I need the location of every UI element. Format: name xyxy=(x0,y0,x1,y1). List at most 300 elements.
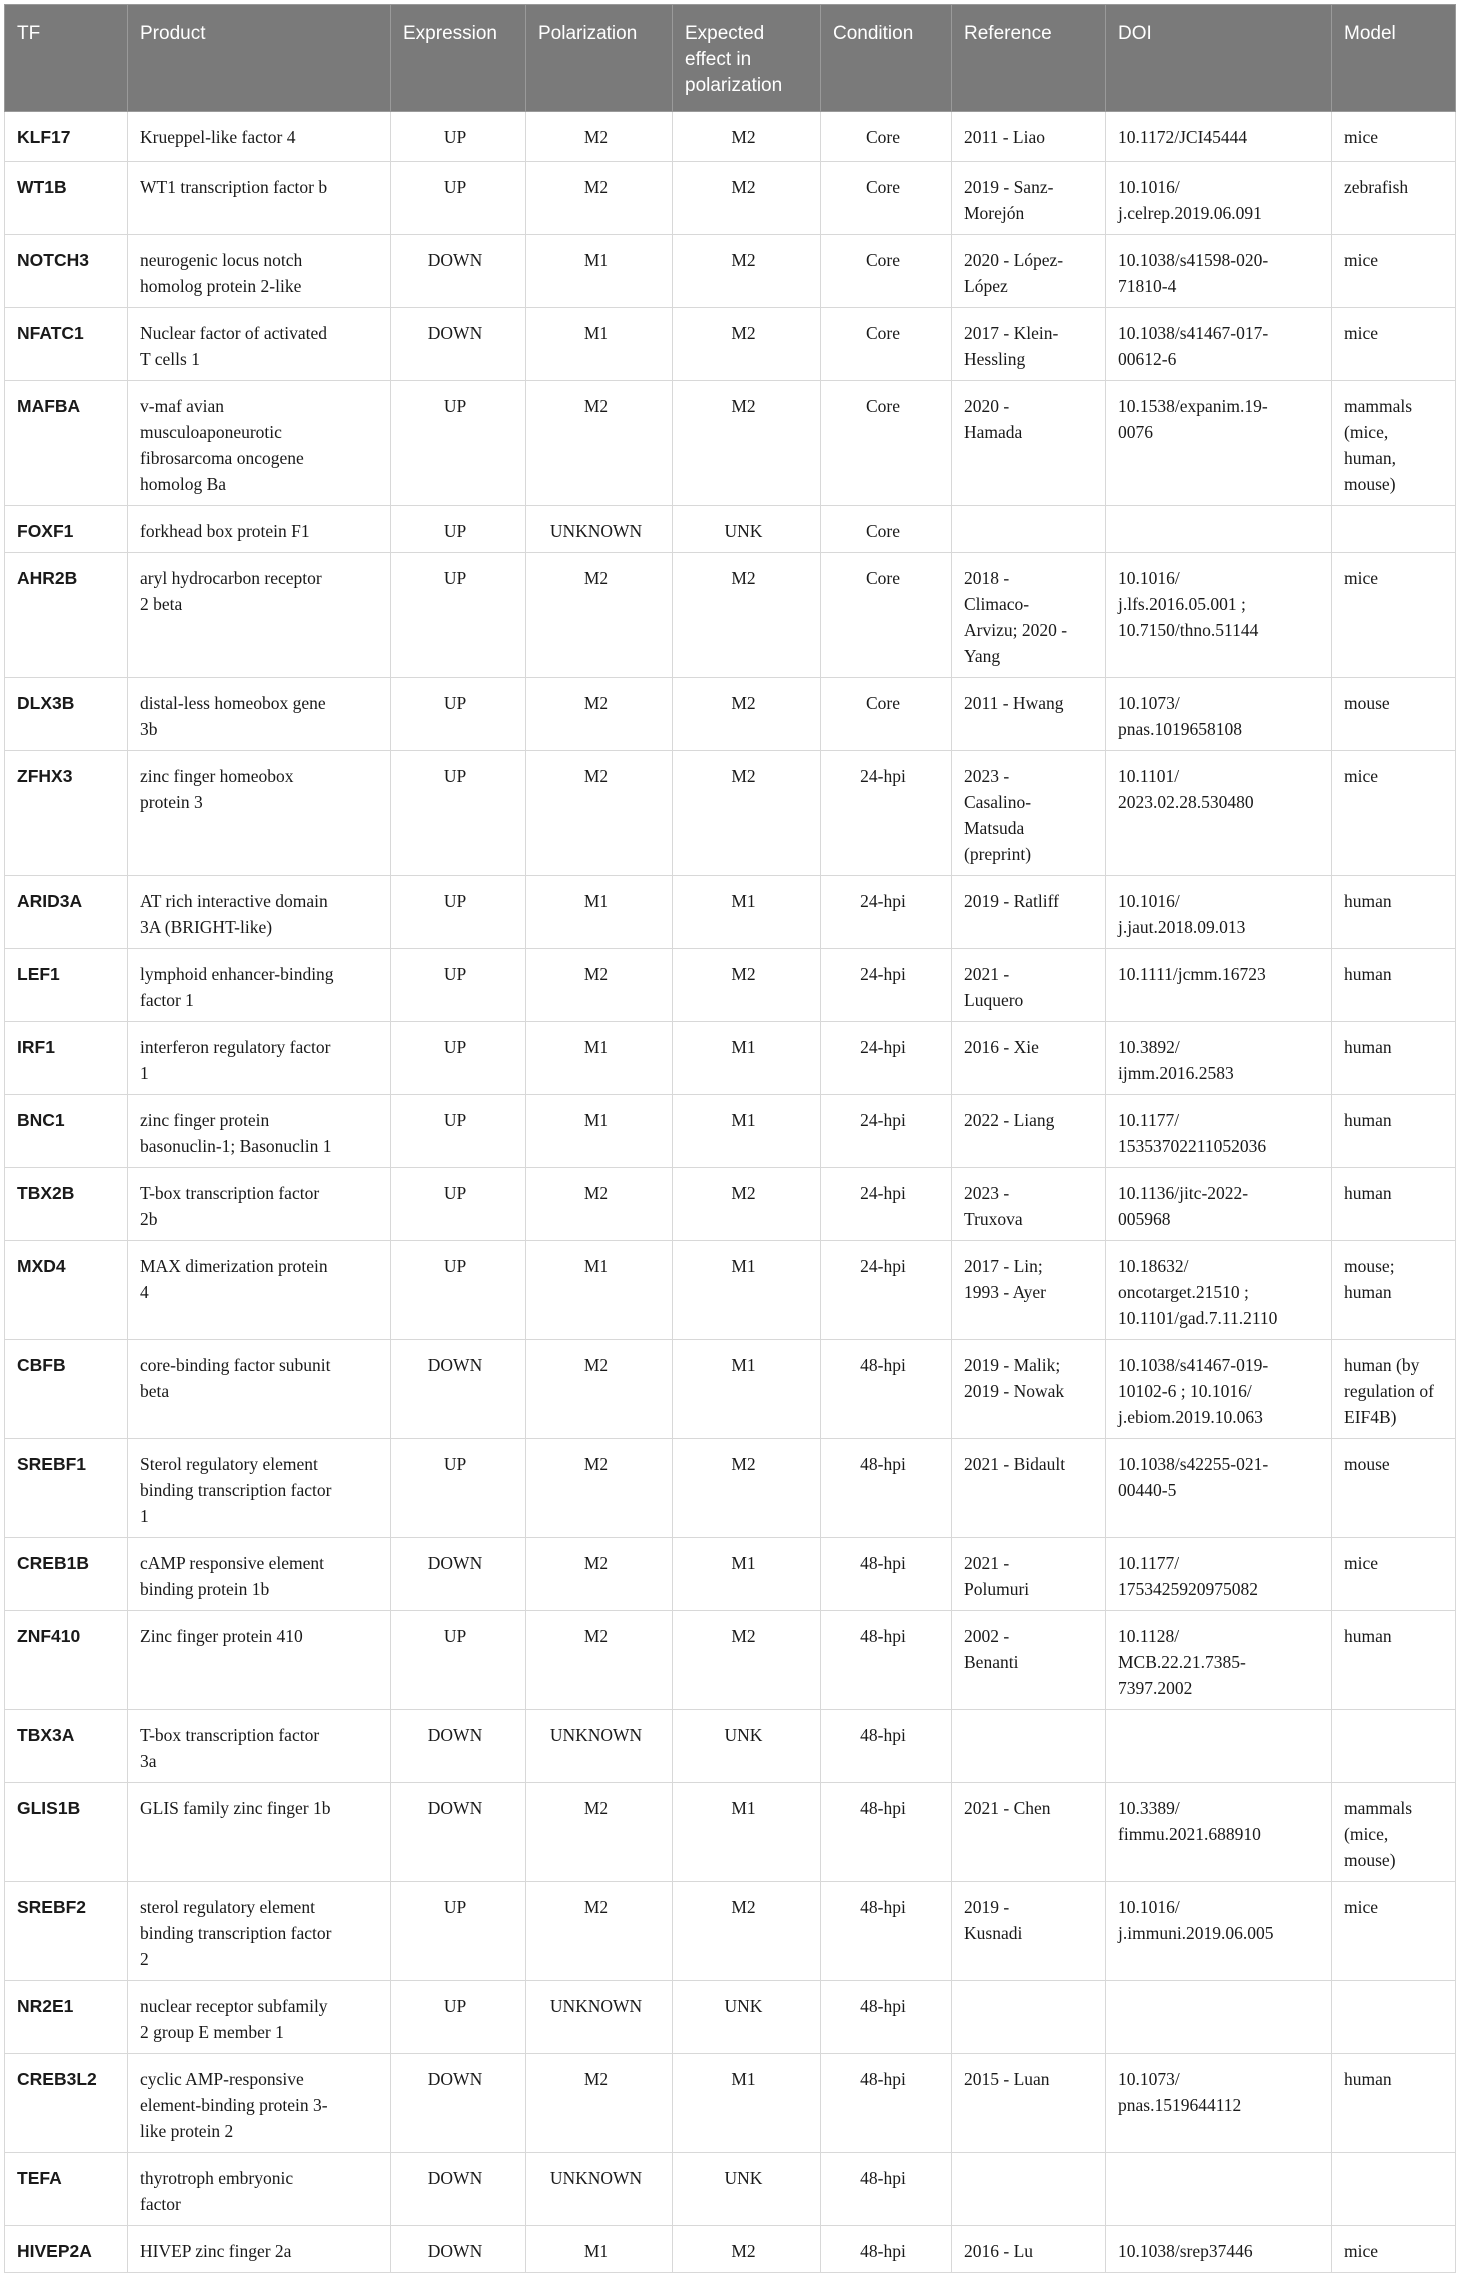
cell-model-line: human xyxy=(1344,1282,1392,1302)
cell-tf: FOXF1 xyxy=(5,506,128,553)
cell-model xyxy=(1332,2226,1456,2273)
cell-reference-line: 2019 - Malik; xyxy=(964,1355,1061,1375)
cell-reference-line: 2019 - Sanz- xyxy=(964,177,1054,197)
cell-reference xyxy=(952,308,1106,381)
cell-doi-line: 10.1073/ xyxy=(1118,693,1180,713)
cell-expected-effect: M2 xyxy=(673,1439,821,1538)
cell-doi xyxy=(1106,1882,1332,1981)
cell-model-line: zebrafish xyxy=(1344,177,1409,197)
cell-product-line: 2b xyxy=(140,1209,158,1229)
cell-product-line: protein 3 xyxy=(140,792,203,812)
cell-model xyxy=(1332,2153,1456,2226)
cell-tf: KLF17 xyxy=(5,112,128,162)
cell-expected-effect: M1 xyxy=(673,1538,821,1611)
cell-condition: 24-hpi xyxy=(821,949,952,1022)
cell-expression: UP xyxy=(391,506,526,553)
cell-reference-line: López xyxy=(964,276,1008,296)
cell-tf: BNC1 xyxy=(5,1095,128,1168)
cell-condition: Core xyxy=(821,381,952,506)
cell-product xyxy=(128,1439,391,1538)
cell-reference-line: Hessling xyxy=(964,349,1026,369)
cell-product xyxy=(128,1095,391,1168)
cell-product-line: distal-less homeobox gene xyxy=(140,693,326,713)
table-row xyxy=(5,162,1456,235)
table-row xyxy=(5,1340,1456,1439)
table-row xyxy=(5,1022,1456,1095)
cell-expression: UP xyxy=(391,1022,526,1095)
cell-expected-effect: UNK xyxy=(673,1710,821,1783)
cell-expression: DOWN xyxy=(391,2153,526,2226)
cell-expression: UP xyxy=(391,1981,526,2054)
cell-expression: DOWN xyxy=(391,1710,526,1783)
cell-tf: DLX3B xyxy=(5,678,128,751)
cell-product xyxy=(128,1241,391,1340)
cell-expected-effect: UNK xyxy=(673,506,821,553)
cell-model-line: human (by xyxy=(1344,1355,1420,1375)
cell-doi-line: 10.1538/expanim.19- xyxy=(1118,396,1268,416)
table-row xyxy=(5,678,1456,751)
col-header-expected-line: polarization xyxy=(685,75,783,96)
table-row xyxy=(5,1783,1456,1882)
cell-model xyxy=(1332,2054,1456,2153)
cell-expected-effect: M1 xyxy=(673,1095,821,1168)
cell-product xyxy=(128,506,391,553)
cell-reference xyxy=(952,1340,1106,1439)
cell-product-line: aryl hydrocarbon receptor xyxy=(140,568,322,588)
cell-reference-line: 2002 - xyxy=(964,1626,1010,1646)
table-row xyxy=(5,506,1456,553)
col-header-reference: Reference xyxy=(952,5,1106,112)
cell-product-line: nuclear receptor subfamily xyxy=(140,1996,328,2016)
cell-reference xyxy=(952,949,1106,1022)
cell-reference-line: 2017 - Lin; xyxy=(964,1256,1043,1276)
cell-condition: Core xyxy=(821,506,952,553)
cell-doi-line: 2023.02.28.530480 xyxy=(1118,792,1254,812)
cell-doi-line: pnas.1519644112 xyxy=(1118,2095,1242,2115)
cell-doi-line: 10.1128/ xyxy=(1118,1626,1180,1646)
cell-doi-line: 10102-6 ; 10.1016/ xyxy=(1118,1381,1252,1401)
cell-doi xyxy=(1106,678,1332,751)
cell-reference xyxy=(952,1241,1106,1340)
cell-product-line: binding transcription factor xyxy=(140,1480,332,1500)
cell-product-line: T cells 1 xyxy=(140,349,200,369)
cell-doi-line: 10.1073/ xyxy=(1118,2069,1180,2089)
cell-product xyxy=(128,2153,391,2226)
cell-model-line: human xyxy=(1344,964,1392,984)
cell-product-line: binding protein 1b xyxy=(140,1579,270,1599)
cell-product-line: homolog Ba xyxy=(140,474,227,494)
cell-doi-line: 10.1101/gad.7.11.2110 xyxy=(1118,1308,1278,1328)
cell-model xyxy=(1332,1882,1456,1981)
cell-condition: 24-hpi xyxy=(821,1022,952,1095)
cell-expected-effect: M2 xyxy=(673,381,821,506)
cell-tf: AHR2B xyxy=(5,553,128,678)
cell-reference xyxy=(952,2054,1106,2153)
cell-polarization: UNKNOWN xyxy=(526,1710,673,1783)
cell-doi-line: 00612-6 xyxy=(1118,349,1177,369)
cell-expression: DOWN xyxy=(391,1783,526,1882)
cell-doi-line: 10.1177/ xyxy=(1118,1110,1180,1130)
cell-product xyxy=(128,381,391,506)
cell-tf: CREB1B xyxy=(5,1538,128,1611)
table-row xyxy=(5,876,1456,949)
cell-reference xyxy=(952,1095,1106,1168)
cell-tf: MXD4 xyxy=(5,1241,128,1340)
cell-model-line: mouse) xyxy=(1344,474,1396,494)
cell-product-line: Krueppel-like factor 4 xyxy=(140,127,296,147)
cell-product-line: v-maf avian xyxy=(140,396,225,416)
cell-reference xyxy=(952,2226,1106,2273)
cell-product-line: HIVEP zinc finger 2a xyxy=(140,2241,292,2261)
cell-product-line: element-binding protein 3- xyxy=(140,2095,328,2115)
cell-model-line: (mice, xyxy=(1344,1824,1389,1844)
cell-doi-line: 10.1016/ xyxy=(1118,177,1180,197)
cell-expression: DOWN xyxy=(391,1340,526,1439)
cell-reference xyxy=(952,1981,1106,2054)
cell-product xyxy=(128,1538,391,1611)
cell-reference xyxy=(952,162,1106,235)
col-header-expression: Expression xyxy=(391,5,526,112)
cell-tf: ARID3A xyxy=(5,876,128,949)
cell-expression: UP xyxy=(391,876,526,949)
cell-reference xyxy=(952,751,1106,876)
cell-doi-line: 005968 xyxy=(1118,1209,1171,1229)
cell-product-line: GLIS family zinc finger 1b xyxy=(140,1798,331,1818)
cell-reference-line: 2020 - xyxy=(964,396,1010,416)
cell-product-line: 4 xyxy=(140,1282,149,1302)
cell-product xyxy=(128,1022,391,1095)
cell-product-line: Zinc finger protein 410 xyxy=(140,1626,303,1646)
cell-condition: Core xyxy=(821,235,952,308)
cell-tf: CBFB xyxy=(5,1340,128,1439)
cell-doi-line: 10.1038/s41467-017- xyxy=(1118,323,1269,343)
cell-model xyxy=(1332,1439,1456,1538)
cell-product-line: fibrosarcoma oncogene xyxy=(140,448,304,468)
cell-expression: UP xyxy=(391,1439,526,1538)
cell-reference xyxy=(952,1439,1106,1538)
cell-reference-line: 2018 - xyxy=(964,568,1010,588)
cell-product-line: binding transcription factor xyxy=(140,1923,332,1943)
cell-tf: NFATC1 xyxy=(5,308,128,381)
col-header-expected-line: effect in xyxy=(685,49,752,70)
col-header-model: Model xyxy=(1332,5,1456,112)
cell-product xyxy=(128,751,391,876)
cell-doi-line: 10.7150/thno.51144 xyxy=(1118,620,1259,640)
cell-reference-line: 2023 - xyxy=(964,1183,1010,1203)
cell-doi xyxy=(1106,1340,1332,1439)
cell-product-line: core-binding factor subunit xyxy=(140,1355,331,1375)
cell-doi xyxy=(1106,381,1332,506)
cell-expression: UP xyxy=(391,1241,526,1340)
cell-reference xyxy=(952,1882,1106,1981)
cell-reference-line: 2016 - Lu xyxy=(964,2241,1034,2261)
table-body xyxy=(5,112,1456,2273)
cell-product-line: factor 1 xyxy=(140,990,194,1010)
table-row xyxy=(5,1882,1456,1981)
cell-reference xyxy=(952,1022,1106,1095)
cell-condition: 24-hpi xyxy=(821,1095,952,1168)
cell-condition: 48-hpi xyxy=(821,1882,952,1981)
cell-expected-effect: M2 xyxy=(673,308,821,381)
cell-polarization: UNKNOWN xyxy=(526,2153,673,2226)
cell-polarization: M2 xyxy=(526,1168,673,1241)
cell-doi-line: 10.1038/s41467-019- xyxy=(1118,1355,1269,1375)
cell-doi xyxy=(1106,1168,1332,1241)
col-header-tf: TF xyxy=(5,5,128,112)
cell-expected-effect: M2 xyxy=(673,2226,821,2273)
cell-doi xyxy=(1106,1022,1332,1095)
cell-product xyxy=(128,876,391,949)
cell-expression: UP xyxy=(391,1882,526,1981)
cell-tf: CREB3L2 xyxy=(5,2054,128,2153)
cell-product-line: MAX dimerization protein xyxy=(140,1256,328,1276)
cell-expected-effect: UNK xyxy=(673,2153,821,2226)
cell-doi-line: 10.1038/srep37446 xyxy=(1118,2241,1253,2261)
cell-doi-line: 0076 xyxy=(1118,422,1153,442)
cell-polarization: M2 xyxy=(526,2054,673,2153)
cell-condition: 48-hpi xyxy=(821,1538,952,1611)
cell-expected-effect: M2 xyxy=(673,235,821,308)
cell-polarization: M2 xyxy=(526,162,673,235)
table-row xyxy=(5,1981,1456,2054)
cell-product-line: cyclic AMP-responsive xyxy=(140,2069,304,2089)
cell-product-line: 1 xyxy=(140,1506,149,1526)
cell-doi-line: 10.1016/ xyxy=(1118,891,1180,911)
cell-expected-effect: M2 xyxy=(673,949,821,1022)
cell-doi-line: 10.1038/s41598-020- xyxy=(1118,250,1269,270)
cell-doi-line: 71810-4 xyxy=(1118,276,1177,296)
cell-model xyxy=(1332,553,1456,678)
cell-condition: Core xyxy=(821,162,952,235)
cell-reference-line: 1993 - Ayer xyxy=(964,1282,1046,1302)
cell-model-line: mice xyxy=(1344,1897,1379,1917)
table-row xyxy=(5,553,1456,678)
cell-tf: NR2E1 xyxy=(5,1981,128,2054)
cell-reference xyxy=(952,1710,1106,1783)
table-row xyxy=(5,1241,1456,1340)
cell-product xyxy=(128,2054,391,2153)
cell-condition: Core xyxy=(821,112,952,162)
cell-model-line: mice xyxy=(1344,250,1379,270)
cell-product-line: lymphoid enhancer-binding xyxy=(140,964,334,984)
cell-polarization: M2 xyxy=(526,751,673,876)
cell-reference-line: 2023 - xyxy=(964,766,1010,786)
cell-polarization: M1 xyxy=(526,876,673,949)
cell-product-line: homolog protein 2-like xyxy=(140,276,302,296)
cell-condition: Core xyxy=(821,308,952,381)
cell-doi-line: 1753425920975082 xyxy=(1118,1579,1258,1599)
cell-model-line: mouse xyxy=(1344,693,1390,713)
table-row xyxy=(5,308,1456,381)
cell-doi-line: ijmm.2016.2583 xyxy=(1118,1063,1234,1083)
col-header-product: Product xyxy=(128,5,391,112)
table-row xyxy=(5,112,1456,162)
cell-reference-line: 2021 - xyxy=(964,1553,1010,1573)
cell-condition: 48-hpi xyxy=(821,2226,952,2273)
cell-expression: UP xyxy=(391,751,526,876)
cell-model-line: human xyxy=(1344,1626,1392,1646)
cell-condition: 48-hpi xyxy=(821,1783,952,1882)
cell-tf: SREBF2 xyxy=(5,1882,128,1981)
cell-doi-line: fimmu.2021.688910 xyxy=(1118,1824,1261,1844)
table-row xyxy=(5,1538,1456,1611)
cell-expression: DOWN xyxy=(391,308,526,381)
cell-doi-line: 10.1172/JCI45444 xyxy=(1118,127,1248,147)
cell-model-line: mammals xyxy=(1344,1798,1413,1818)
cell-doi xyxy=(1106,1710,1332,1783)
cell-doi-line: 00440-5 xyxy=(1118,1480,1177,1500)
cell-condition: 24-hpi xyxy=(821,1168,952,1241)
cell-reference-line: Yang xyxy=(964,646,1001,666)
cell-expression: DOWN xyxy=(391,2054,526,2153)
cell-tf: GLIS1B xyxy=(5,1783,128,1882)
cell-tf: NOTCH3 xyxy=(5,235,128,308)
cell-doi-line: 10.1177/ xyxy=(1118,1553,1180,1573)
cell-model xyxy=(1332,381,1456,506)
cell-product-line: 2 group E member 1 xyxy=(140,2022,284,2042)
cell-expected-effect: M2 xyxy=(673,678,821,751)
cell-reference-line: Truxova xyxy=(964,1209,1023,1229)
table-row xyxy=(5,2226,1456,2273)
cell-reference-line: 2011 - Liao xyxy=(964,127,1045,147)
cell-doi xyxy=(1106,1095,1332,1168)
table-row xyxy=(5,381,1456,506)
cell-doi-line: 10.1111/jcmm.16723 xyxy=(1118,964,1266,984)
cell-polarization: M1 xyxy=(526,308,673,381)
cell-model-line: mice xyxy=(1344,766,1379,786)
col-header-doi: DOI xyxy=(1106,5,1332,112)
cell-reference xyxy=(952,235,1106,308)
cell-reference xyxy=(952,2153,1106,2226)
cell-doi xyxy=(1106,308,1332,381)
cell-doi-line: j.jaut.2018.09.013 xyxy=(1118,917,1246,937)
cell-doi xyxy=(1106,2054,1332,2153)
cell-model-line: mice xyxy=(1344,1553,1379,1573)
cell-expression: DOWN xyxy=(391,1538,526,1611)
cell-tf: ZNF410 xyxy=(5,1611,128,1710)
cell-doi-line: 10.3389/ xyxy=(1118,1798,1180,1818)
cell-model-line: human xyxy=(1344,891,1392,911)
cell-reference-line: 2011 - Hwang xyxy=(964,693,1064,713)
cell-doi xyxy=(1106,1611,1332,1710)
cell-doi-line: 10.1016/ xyxy=(1118,568,1180,588)
cell-product xyxy=(128,553,391,678)
cell-polarization: M2 xyxy=(526,1882,673,1981)
cell-model-line: EIF4B) xyxy=(1344,1407,1397,1427)
cell-expected-effect: UNK xyxy=(673,1981,821,2054)
cell-doi xyxy=(1106,1783,1332,1882)
cell-product-line: thyrotroph embryonic xyxy=(140,2168,294,2188)
cell-model xyxy=(1332,1241,1456,1340)
cell-condition: Core xyxy=(821,553,952,678)
cell-model xyxy=(1332,949,1456,1022)
cell-expression: DOWN xyxy=(391,2226,526,2273)
cell-model xyxy=(1332,162,1456,235)
cell-product xyxy=(128,162,391,235)
cell-polarization: M2 xyxy=(526,1611,673,1710)
cell-expected-effect: M2 xyxy=(673,162,821,235)
cell-product-line: T-box transcription factor xyxy=(140,1725,320,1745)
cell-reference xyxy=(952,876,1106,949)
col-header-expected-line: Expected xyxy=(685,23,765,44)
cell-product xyxy=(128,1340,391,1439)
cell-polarization: M2 xyxy=(526,553,673,678)
cell-doi-line: oncotarget.21510 ; xyxy=(1118,1282,1249,1302)
cell-model xyxy=(1332,308,1456,381)
cell-model-line: human xyxy=(1344,1183,1392,1203)
cell-expected-effect: M2 xyxy=(673,1611,821,1710)
cell-model-line: human xyxy=(1344,2069,1392,2089)
cell-product-line: cAMP responsive element xyxy=(140,1553,325,1573)
cell-polarization: M2 xyxy=(526,1538,673,1611)
cell-reference xyxy=(952,112,1106,162)
cell-model xyxy=(1332,751,1456,876)
cell-doi-line: 7397.2002 xyxy=(1118,1678,1193,1698)
cell-model xyxy=(1332,1340,1456,1439)
cell-model-line: mice xyxy=(1344,2241,1379,2261)
cell-product xyxy=(128,949,391,1022)
cell-reference-line: 2020 - López- xyxy=(964,250,1064,270)
cell-doi-line: j.ebiom.2019.10.063 xyxy=(1118,1407,1263,1427)
cell-condition: 48-hpi xyxy=(821,1710,952,1783)
cell-expected-effect: M1 xyxy=(673,1783,821,1882)
cell-tf: SREBF1 xyxy=(5,1439,128,1538)
cell-condition: 24-hpi xyxy=(821,1241,952,1340)
cell-expected-effect: M2 xyxy=(673,751,821,876)
cell-expected-effect: M1 xyxy=(673,1022,821,1095)
cell-reference-line: Morejón xyxy=(964,203,1025,223)
table-row xyxy=(5,1095,1456,1168)
cell-expression: UP xyxy=(391,112,526,162)
cell-doi xyxy=(1106,876,1332,949)
cell-tf: TBX3A xyxy=(5,1710,128,1783)
cell-product-line: 3A (BRIGHT-like) xyxy=(140,917,273,937)
table-row xyxy=(5,235,1456,308)
cell-tf: HIVEP2A xyxy=(5,2226,128,2273)
table-row xyxy=(5,1611,1456,1710)
cell-product xyxy=(128,1882,391,1981)
cell-model-line: mammals xyxy=(1344,396,1413,416)
cell-tf: WT1B xyxy=(5,162,128,235)
cell-model xyxy=(1332,1022,1456,1095)
cell-product xyxy=(128,1783,391,1882)
cell-polarization: UNKNOWN xyxy=(526,506,673,553)
cell-product-line: zinc finger homeobox xyxy=(140,766,294,786)
cell-condition: 48-hpi xyxy=(821,1611,952,1710)
cell-model-line: human xyxy=(1344,1110,1392,1130)
cell-expression: UP xyxy=(391,381,526,506)
cell-product-line: forkhead box protein F1 xyxy=(140,521,310,541)
cell-model xyxy=(1332,1611,1456,1710)
cell-reference xyxy=(952,1611,1106,1710)
cell-product-line: T-box transcription factor xyxy=(140,1183,320,1203)
cell-expression: UP xyxy=(391,678,526,751)
cell-reference-line: Hamada xyxy=(964,422,1023,442)
cell-polarization: M2 xyxy=(526,1340,673,1439)
cell-polarization: M1 xyxy=(526,235,673,308)
table-row xyxy=(5,949,1456,1022)
cell-condition: 48-hpi xyxy=(821,1439,952,1538)
cell-polarization: M2 xyxy=(526,1783,673,1882)
cell-tf: ZFHX3 xyxy=(5,751,128,876)
cell-model-line: mouse; xyxy=(1344,1256,1395,1276)
cell-expected-effect: M2 xyxy=(673,1168,821,1241)
cell-polarization: M2 xyxy=(526,678,673,751)
cell-product xyxy=(128,2226,391,2273)
cell-doi-line: 10.18632/ xyxy=(1118,1256,1189,1276)
cell-doi xyxy=(1106,751,1332,876)
cell-polarization: M1 xyxy=(526,2226,673,2273)
